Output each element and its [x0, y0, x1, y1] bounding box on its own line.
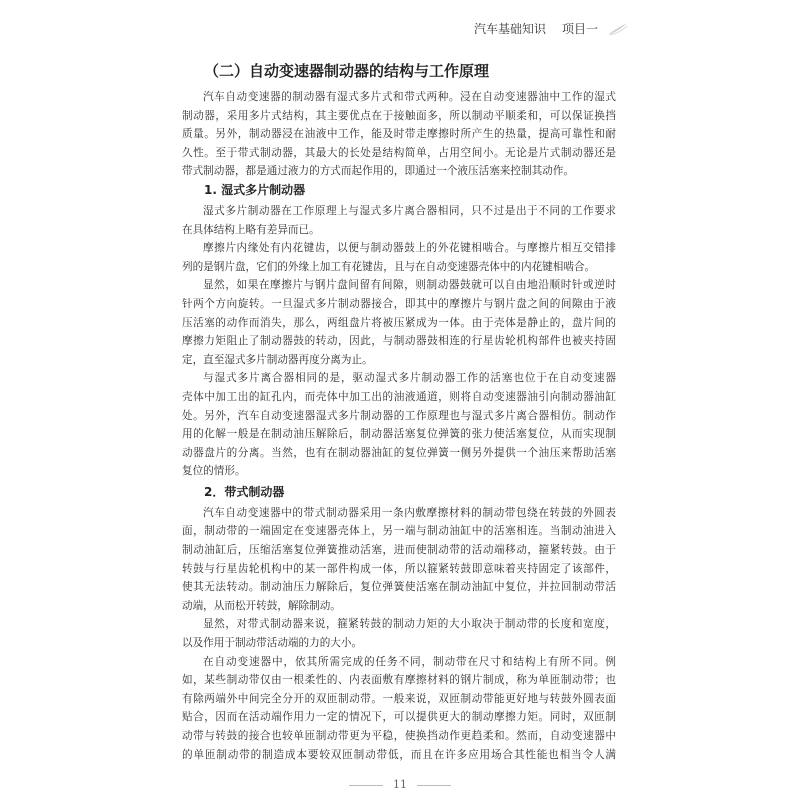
text-line: 转鼓与行星齿轮机构中的某一部件构成一体，所以箍紧转鼓即意味着夹持固定了该部件， — [182, 562, 616, 575]
subsection-1-body — [182, 202, 616, 481]
section-heading: （二）自动变速器制动器的结构与工作原理 — [204, 62, 490, 80]
subsection-heading-1: 1. 湿式多片制动器 — [204, 182, 306, 197]
text-line: 显然，如果在摩擦片与钢片盘间留有间隙，则制动器鼓就可以自由地沿顺时针或逆时 — [203, 279, 616, 292]
text-line: 壳体中加工出的缸孔内，而壳体中加工出的油液通道，则将自动变速器油引向制动器油缸 — [182, 390, 616, 403]
text-line: 动带与转鼓的接合也较单匝制动带更为平稳，使换挡动作更趋柔和。然而，自动变速器中 — [182, 730, 616, 742]
text-line: 贴合，因而在活动端作用力一定的情况下，可以提供更大的制动摩擦力矩。同时，双匝制 — [182, 711, 616, 724]
text-line: 用的化解一般是在制动油压解除后，制动器活塞复位弹簧的张力使活塞复位，从而实现制 — [182, 428, 616, 441]
paragraph — [182, 615, 616, 652]
project-label: 项目一 — [561, 22, 598, 36]
paragraph — [182, 504, 616, 616]
text-line: 摩擦片内缘处有内花键齿，以便与制动器鼓上的外花键相啮合。与摩擦片相互交错排 — [203, 242, 616, 255]
text-line: 湿式多片制动器在工作原理上与湿式多片离合器相同，只不过是出于不同的工作要求 — [203, 204, 616, 217]
page-number-text: 11 — [393, 778, 407, 791]
page-body — [182, 60, 616, 764]
running-header — [474, 20, 628, 37]
text-line: 与湿式多片离合器相同的是，驱动湿式多片制动器工作的活塞也位于在自动变速器 — [203, 372, 616, 385]
subsection-2-body — [182, 504, 616, 764]
text-line: 以及作用于制动带活动端的力的大小。 — [182, 637, 363, 650]
intro-section — [182, 88, 616, 181]
text-line: 汽车自动变速器的制动器有湿式多片式和带式两种。浸在自动变速器油中工作的湿式 — [203, 91, 616, 103]
text-line: 面，制动带的一端固定在变速器壳体上，另一端与制动油缸中的活塞相连。当制动油进入 — [182, 525, 616, 538]
text-line: 压活塞的动作而消失，那么，两组盘片将被压紧成为一体。由于壳体是静止的，盘片间的 — [182, 316, 616, 329]
paragraph — [182, 653, 616, 765]
text-line: 质量。另外，制动器浸在油液中工作，能及时带走摩擦时所产生的热量，提高可靠性和耐 — [182, 128, 616, 141]
text-line: 汽车自动变速器中的带式制动器采用一条内敷摩擦材料的制动带包绕在转鼓的外圆表 — [203, 506, 616, 519]
text-line: 动器盘片的分离。当然，也有在制动器油缸的复位弹簧一侧另外提供一个油压来帮助活塞 — [182, 446, 616, 459]
text-line: 如，某些制动带仅由一根柔性的、内表面敷有摩擦材料的钢片制成，称为单匝制动带；也 — [182, 674, 616, 687]
page-number — [0, 778, 800, 791]
text-line: 摩擦力矩阻止了制动器鼓的转动，因此，与制动器鼓相连的行星齿轮机构部件也被夹持固 — [182, 335, 616, 348]
text-line: 有除两端外中间完全分开的双匝制动带。一般来说，双匝制动带能更好地与转鼓外圆表面 — [182, 692, 616, 705]
paragraph — [182, 276, 616, 369]
text-line: 带式制动器，都是通过液力的方式而起作用的，即通过一个液压活塞来控制其动作。 — [182, 165, 574, 178]
text-line: 在具体结构上略有差异而已。 — [182, 223, 320, 236]
text-line: 定，直至湿式多片制动器再度分离为止。 — [182, 353, 373, 366]
paragraph — [182, 88, 616, 181]
text-line: 显然，对带式制动器来说，箍紧转鼓的制动力矩的大小取决于制动带的长度和宽度， — [203, 618, 616, 631]
leaf-ornament-icon — [606, 22, 628, 36]
text-line: 复位的情形。 — [182, 465, 246, 478]
text-line: 在自动变速器中，依其所需完成的任务不同，制动带在尺寸和结构上有所不同。例 — [203, 655, 616, 668]
paragraph — [182, 369, 616, 481]
text-line: 使其无法转动。制动油压力解除后，复位弹簧使活塞在制动油缸中复位，并拉回制动带活 — [182, 581, 616, 594]
text-line: 制动油缸后，压缩活塞复位弹簧推动活塞，进而使制动带的活动端移动，箍紧转鼓。由于 — [182, 544, 616, 557]
text-line: 制动器，采用多片式结构，其主要优点在于接触面多，所以制动平顺柔和，可以保证换挡 — [182, 109, 616, 122]
text-line: 动端，从而松开转鼓，解除制动。 — [182, 599, 341, 612]
text-line: 的单匝制动带的制造成本要较双匝制动带低，而且在许多应用场合其性能也相当令人满 — [182, 748, 616, 761]
paragraph — [182, 202, 616, 239]
book-title: 汽车基础知识 — [473, 22, 546, 36]
text-line: 久性。至于带式制动器，其最大的长处是结构简单，占用空间小。无论是片式制动器还是 — [182, 146, 616, 159]
text-line: 针两个方向旋转。一旦湿式多片制动器接合，即其中的摩擦片与钢片盘之间的间隙由于液 — [182, 297, 616, 310]
text-line: 处。另外，汽车自动变速器湿式多片制动器的工作原理也与湿式多片离合器相仿。制动作 — [182, 409, 616, 422]
text-line: 列的是钢片盘，它们的外缘上加工有花键齿，且与在自动变速器壳体中的内花键相啮合。 — [182, 260, 596, 273]
subsection-heading-2: 2．带式制动器 — [204, 484, 285, 499]
paragraph — [182, 239, 616, 276]
